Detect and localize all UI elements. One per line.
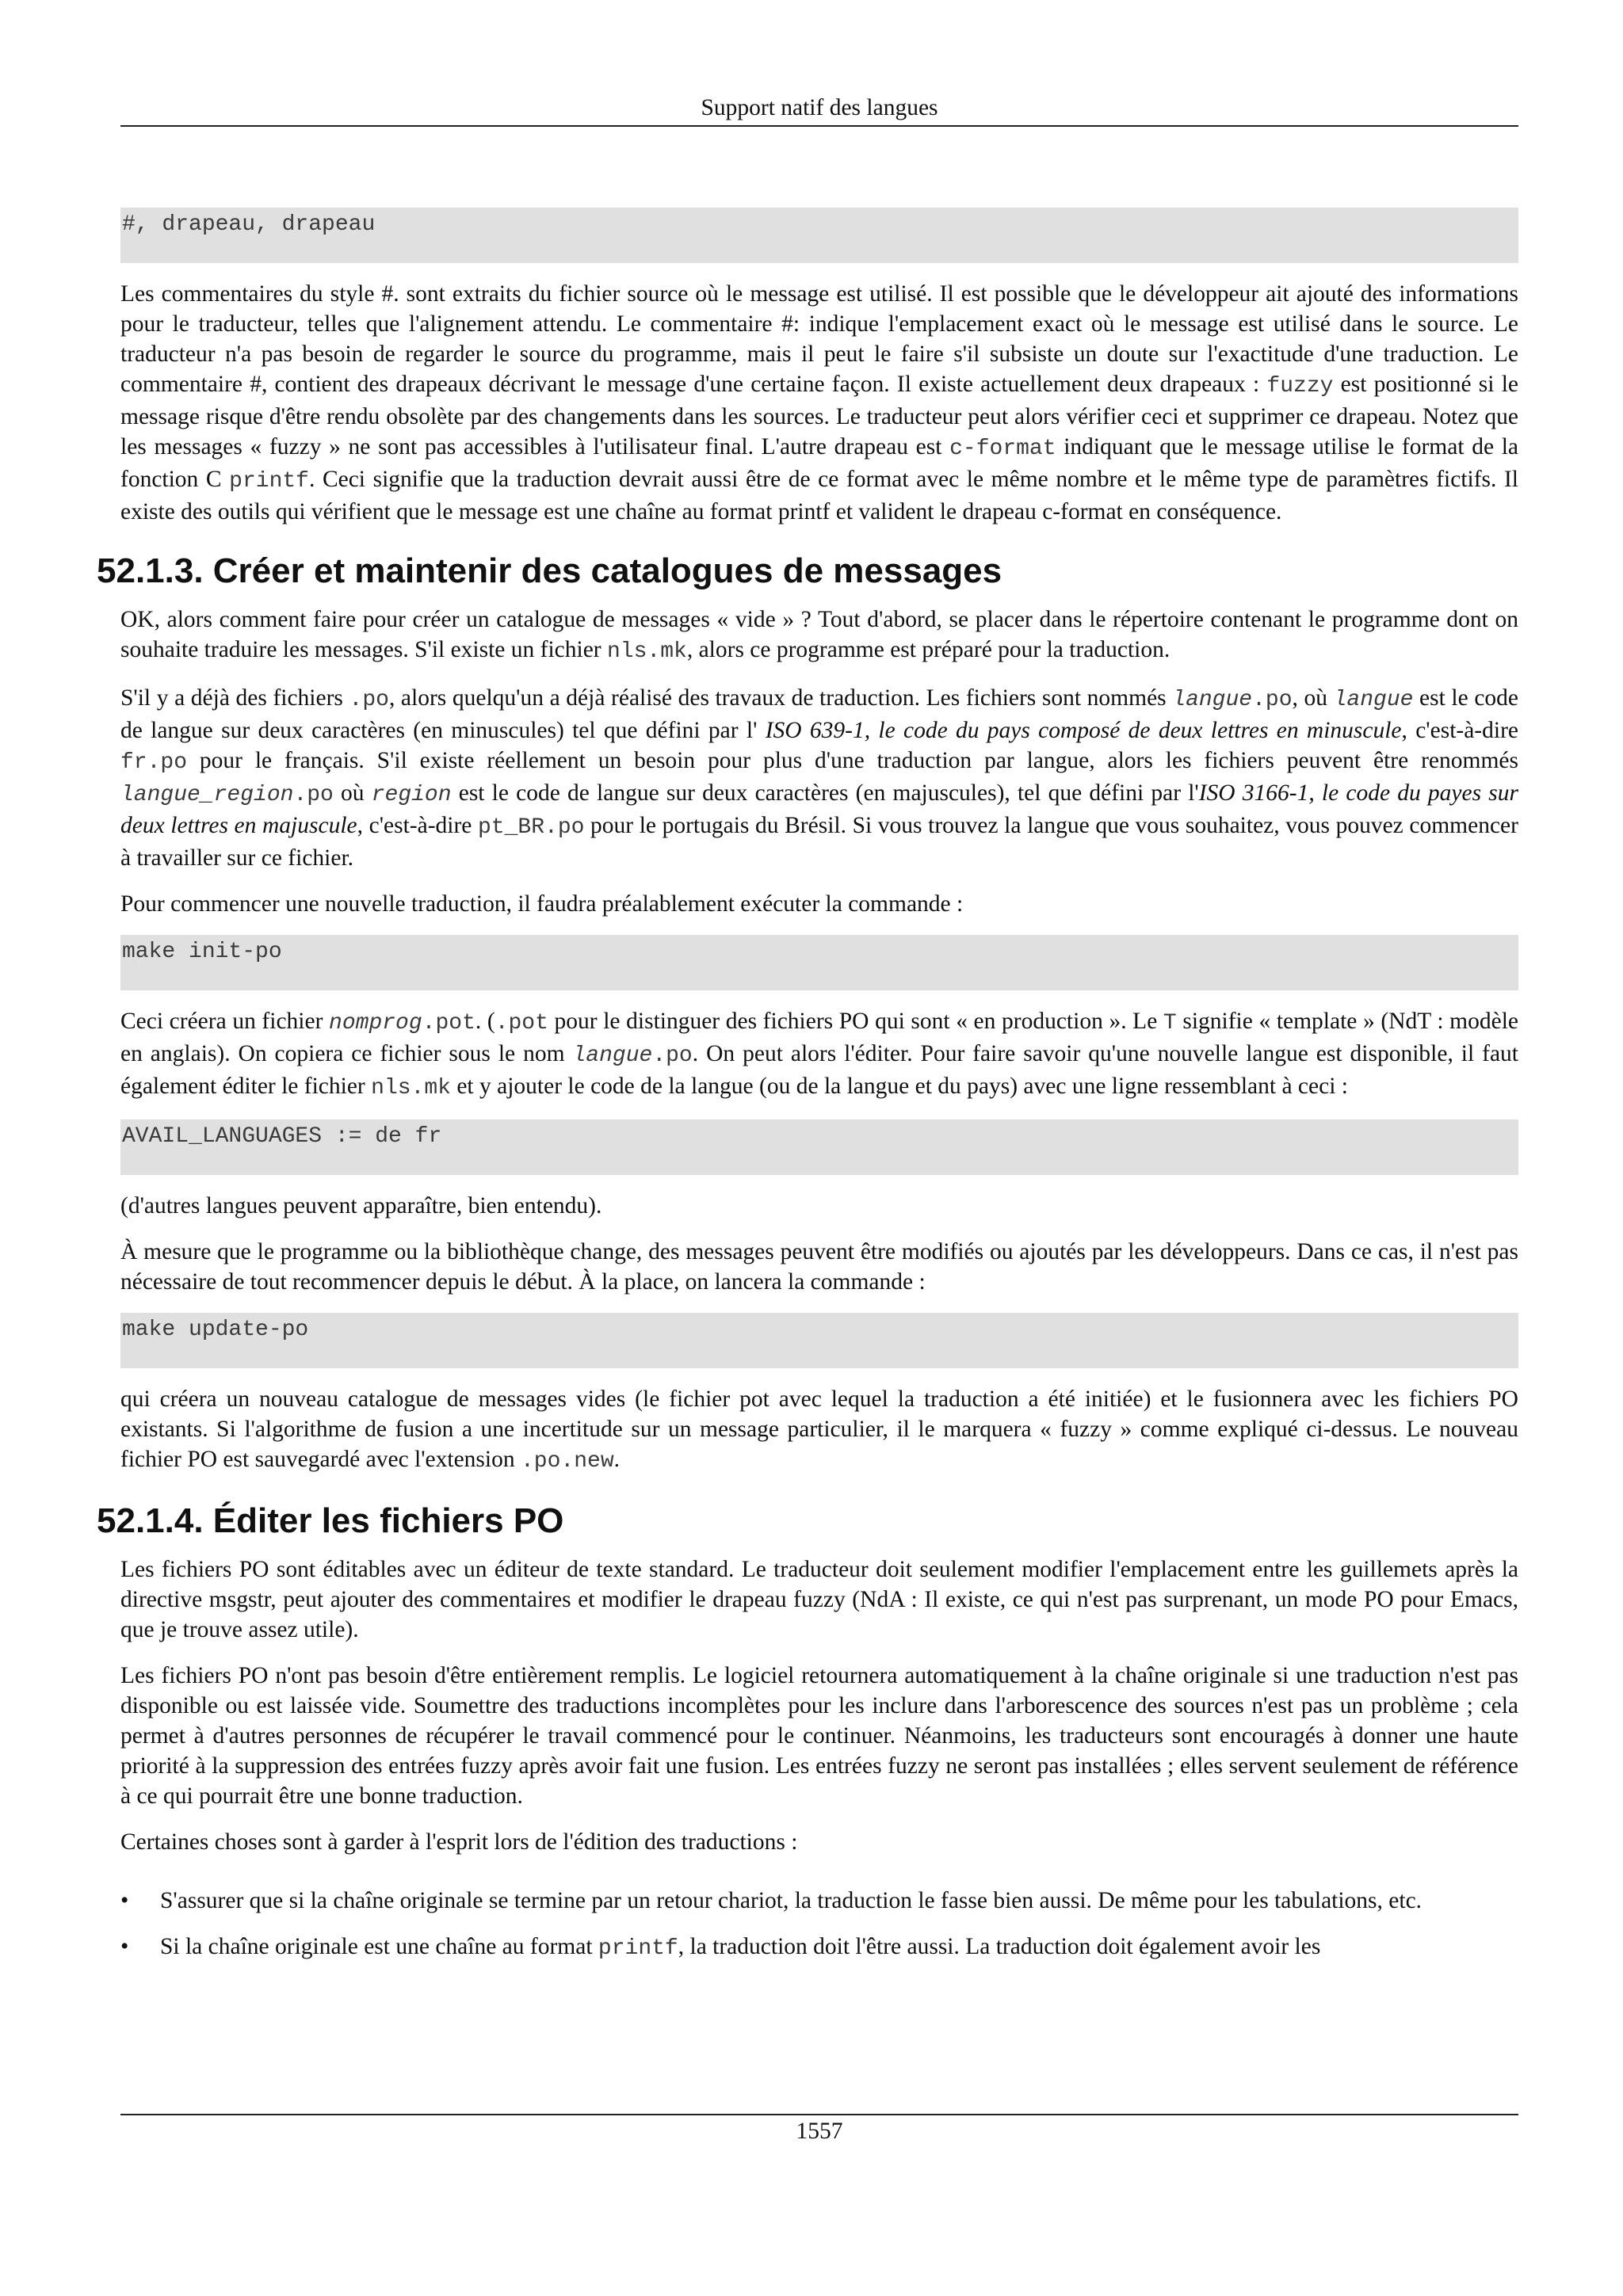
text-run: pour le distinguer des fichiers PO qui sont « en production ». Le [548,1009,1163,1034]
paragraph [120,683,1518,873]
code-suffix: .po [1252,688,1293,712]
text-run: OK, alors comment faire pour créer un catalogue de messages « vide » ? Tout d'abord, se placer dans le répertoire contenant le programme dont on souhaite traduire les messages. S'il existe un fichier [120,607,1518,662]
inline-code [1334,688,1414,712]
text-run: S'il y a déjà des fichiers [120,685,349,711]
code-placeholder: region [371,783,452,807]
page-footer [120,2114,1518,2145]
text-run: Les commentaires du style #. sont extraits du fichier source où le message est utilisé. Il est possible que le développeur ait ajouté des informations pour le traducteur, telles que l'alignement attendu. Le commentaire #: indique l'emplacement exact où le message est utilisé dans le source. Le traducteur n'a pas besoin de regarder le source du programme, mais il peut le faire s'il subsiste un doute sur l'exactitude d'une traduction. Le commentaire #, contient des drapeaux décrivant le message d'une certaine façon. Il existe actuellement deux drapeaux : [120,281,1518,397]
code-block-init-po: make init-po [120,935,1518,990]
inline-code: .pot [495,1011,548,1035]
intro-paragraph [120,279,1518,527]
inline-code: nls.mk [607,639,687,664]
code-placeholder: langue [1333,688,1414,712]
running-header: Support natif des langues [120,93,1518,127]
text-run: est le code de langue sur deux caractères (en majuscules), tel que défini par l' [451,780,1199,806]
section-heading-editer: 52.1.4. Éditer les fichiers PO [97,1501,564,1540]
text-run: qui créera un nouveau catalogue de messages vides (le fichier pot avec lequel la traduction a été initiée) et le fusionnera avec les fichiers PO existants. Si l'algorithme de fusion a une incertitude sur un message particulier, il le marquera « fuzzy » comme expliqué ci-dessus. Le nouveau fichier PO est sauvegardé avec l'extension [120,1386,1518,1472]
text-run: , la traduction doit l'être aussi. La traduction doit également avoir les [678,1934,1321,1959]
code-block-avail-languages: AVAIL_LANGUAGES := de fr [120,1119,1518,1175]
inline-code: printf [598,1936,678,1961]
paragraph [120,1384,1518,1477]
inline-code: .po.new [521,1449,614,1474]
emphasis: ISO 639-1, le code du pays composé de deux lettres en minuscule [765,718,1402,743]
page-content [97,208,1519,1980]
paragraph: À mesure que le programme ou la bibliothèque change, des messages peuvent être modifiés ou ajoutés par les développeurs. Dans ce cas, il n'est pas nécessaire de tout recommencer depuis le début. À la place, on lancera la commande : [120,1239,1518,1295]
text-run: indiquant que le message utilise le format de la fonction C [120,434,1518,492]
text-run: Si la chaîne originale est une chaîne au format [160,1934,598,1959]
section-heading-catalogues: 52.1.3. Créer et maintenir des catalogues de messages [97,551,1002,590]
text-run: Ceci créera un fichier [120,1009,330,1034]
inline-code: c-format [949,437,1056,461]
text-run: , c'est-à-dire [1401,718,1518,743]
text-run: pour le français. S'il existe réellement un besoin pour plus d'une traduction par langue, alors les fichiers peuvent être renommés [187,748,1518,773]
text-run: est positionné si le message risque d'être rendu obsolète par des changements dans les sources. Le traducteur peut alors vérifier ceci et supprimer ce drapeau. Notez que les messages « fuzzy » ne sont pas accessibles à l'utilisateur final. L'autre drapeau est [120,372,1518,460]
text-run: . On peut alors l'éditer. Pour faire savoir qu'une nouvelle langue est disponible, il faut également éditer le fichier [120,1041,1518,1099]
text-run: . [613,1447,620,1472]
text-run: , c'est-à-dire [357,813,478,838]
text-run: . Ceci signifie que la traduction devrait aussi être de ce format avec le même nombre et le même type de paramètres fictifs. Il existe des outils qui vérifient que le message est une chaîne au format printf et valident le drapeau c-format en conséquence. [120,467,1518,524]
text-run: et y ajouter le code de la langue (ou de la langue et du pays) avec une ligne ressemblant à ceci : [450,1074,1348,1099]
inline-code: .po [349,688,389,712]
bullet-list [120,1886,1518,1964]
paragraph [120,605,1518,667]
inline-code: pt_BR.po [478,815,585,840]
paragraph: Pour commencer une nouvelle traduction, il faudra préalablement exécuter la commande : [120,891,964,917]
paragraph: (d'autres langues peuvent apparaître, bien entendu). [120,1193,602,1219]
code-placeholder: nomprog [329,1011,422,1035]
code-suffix: .pot [422,1011,475,1035]
text-run: . ( [475,1009,495,1034]
inline-code [372,783,452,807]
code-suffix: .po [652,1043,693,1068]
code-block-flags: #, drapeau, drapeau [120,208,1518,263]
inline-code: fr.po [120,750,188,775]
emphasis: ISO 3166-1, le code du payes sur deux lettres en majuscule [120,780,1518,838]
text-run: , alors quelqu'un a déjà réalisé des travaux de traduction. Les fichiers sont nommés [388,685,1173,711]
inline-code [573,1043,693,1068]
paragraph: Les fichiers PO n'ont pas besoin d'être entièrement remplis. Le logiciel retournera automatiquement à la chaîne originale si une traduction n'est pas disponible ou est laissée vide. Soumettre des traductions incomplètes pour les inclure dans l'arborescence des sources n'est pas un problème ; cela permet à d'autres personnes de récupérer le travail commencé pour le continuer. Néanmoins, les traducteurs sont encouragés à donner une haute priorité à la suppression des entrées fuzzy après avoir fait une fusion. Les entrées fuzzy ne seront pas installées ; elles servent seulement de référence à ce qui pourrait être une bonne traduction. [120,1663,1518,1809]
inline-code [329,1011,475,1035]
inline-code: fuzzy [1266,374,1334,399]
text-run: pour le portugais du Brésil. Si vous trouvez la langue que vous souhaitez, vous pouvez commencer à travailler sur ce fichier. [120,813,1518,871]
paragraph [120,1006,1518,1104]
inline-code [120,783,334,807]
code-suffix: .po [293,783,334,807]
code-placeholder: langue_region [120,783,294,807]
inline-code: printf [229,469,309,494]
code-block-update-po: make update-po [120,1313,1518,1368]
list-item [120,1932,1518,1964]
text-run: où [333,780,372,806]
text-run: est le code de langue sur deux caractères (en minuscules) tel que défini par l' [120,685,1519,743]
paragraph: Certaines choses sont à garder à l'esprit lors de l'édition des traductions : [120,1829,798,1855]
list-item: • S'assurer que si la chaîne originale se termine par un retour chariot, la traduction le fasse bien aussi. De même pour les tabulations, etc. [120,1886,1518,1916]
text-run: , où [1292,685,1334,711]
inline-code: nls.mk [371,1076,451,1100]
text-run: , alors ce programme est préparé pour la traduction. [686,637,1170,662]
page-number: 1557 [796,2119,843,2144]
paragraph: Les fichiers PO sont éditables avec un éditeur de texte standard. Le traducteur doit seulement modifier l'emplacement entre les guillemets après la directive msgstr, peut ajouter des commentaires et modifier le drapeau fuzzy (NdA : Il existe, ce qui n'est pas surprenant, un mode PO pour Emacs, que je trouve assez utile). [120,1557,1518,1642]
code-placeholder: langue [1172,688,1253,712]
text-run: signifie « template » (NdT : modèle en anglais). On copiera ce fichier sous le nom [120,1009,1518,1066]
inline-code [1172,688,1292,712]
code-placeholder: langue [572,1043,653,1068]
inline-code: T [1163,1011,1177,1035]
